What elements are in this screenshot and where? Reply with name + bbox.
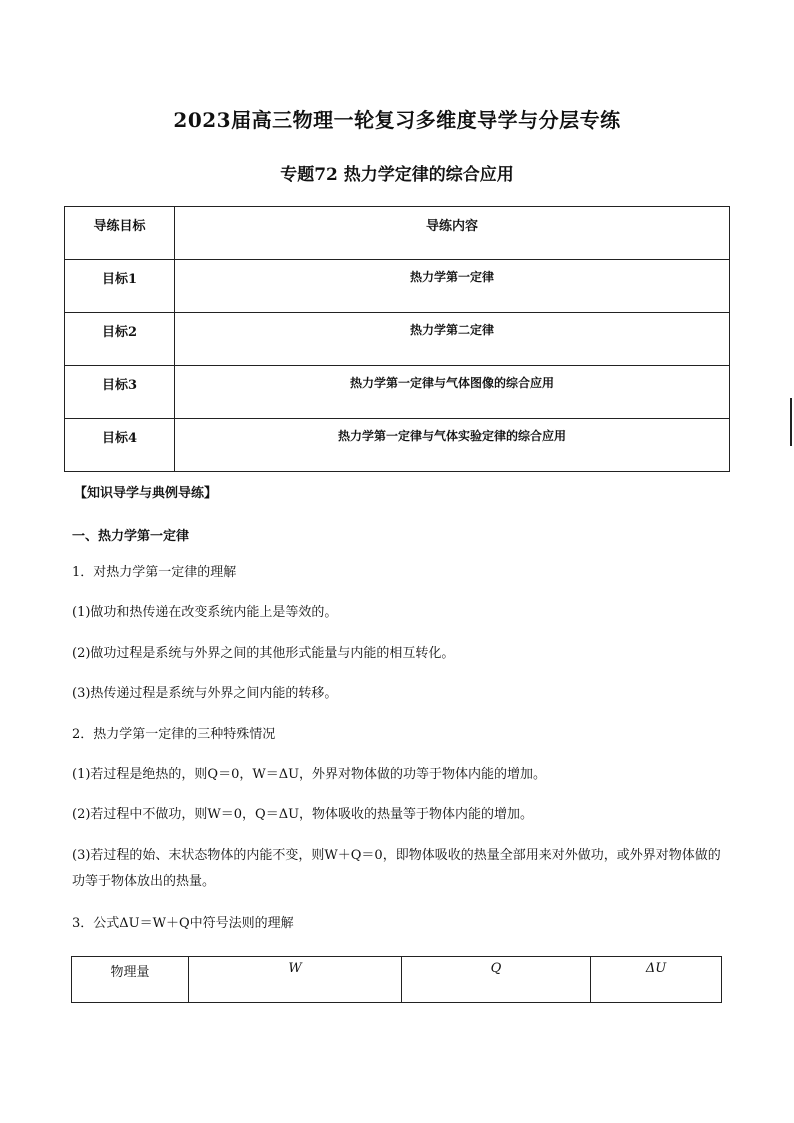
table-row — [65, 366, 730, 419]
goal-target-cell: 目标3 — [65, 366, 175, 419]
item1-point: (2)做功过程是系统与外界之间的其他形式能量与内能的相互转化。 — [72, 646, 455, 661]
header-cell-quantity: 物理量 — [72, 957, 189, 1003]
item2-heading: 2．热力学第一定律的三种特殊情况 — [72, 727, 276, 742]
table-row — [65, 313, 730, 366]
goal-target-cell: 目标4 — [65, 419, 175, 472]
table-row — [65, 419, 730, 472]
item3-heading: 3．公式ΔU＝W＋Q中符号法则的理解 — [72, 916, 294, 931]
header-cell-q: Q — [402, 957, 591, 1003]
item1-heading: 1．对热力学第一定律的理解 — [72, 565, 237, 580]
sign-rule-table — [71, 956, 722, 1003]
goal-content-cell: 热力学第一定律与气体图像的综合应用 — [175, 366, 730, 419]
section-heading: 【知识导学与典例导练】 — [74, 486, 218, 501]
goal-target-cell: 目标1 — [65, 260, 175, 313]
document-title: 2023届高三物理一轮复习多维度导学与分层专练 — [173, 108, 621, 132]
goals-table — [64, 206, 730, 472]
table-header-row — [65, 207, 730, 260]
header-cell-delta-u: ΔU — [591, 957, 722, 1003]
table-header-row — [72, 957, 722, 1003]
goal-target-cell: 目标2 — [65, 313, 175, 366]
goal-content-cell: 热力学第一定律 — [175, 260, 730, 313]
goal-content-cell: 热力学第一定律与气体实验定律的综合应用 — [175, 419, 730, 472]
item1-point: (1)做功和热传递在改变系统内能上是等效的。 — [72, 605, 338, 620]
document-subtitle: 专题72 热力学定律的综合应用 — [280, 165, 514, 185]
header-cell-target: 导练目标 — [65, 207, 175, 260]
item2-point: (2)若过程中不做功，则W＝0，Q＝ΔU，物体吸收的热量等于物体内能的增加。 — [72, 807, 534, 822]
table-row — [65, 260, 730, 313]
goal-content-cell: 热力学第二定律 — [175, 313, 730, 366]
header-cell-w: W — [189, 957, 402, 1003]
item2-point: (1)若过程是绝热的，则Q＝0，W＝ΔU，外界对物体做的功等于物体内能的增加。 — [72, 767, 547, 782]
page-edge-mark — [790, 398, 792, 446]
item2-point: (3)若过程的始、末状态物体的内能不变，则W＋Q＝0，即物体吸收的热量全部用来对外做功，或外界对物体做的功等于物体放出的热量。 — [72, 848, 721, 889]
header-cell-content: 导练内容 — [175, 207, 730, 260]
part1-heading: 一、热力学第一定律 — [72, 529, 190, 544]
item1-point: (3)热传递过程是系统与外界之间内能的转移。 — [72, 686, 338, 701]
